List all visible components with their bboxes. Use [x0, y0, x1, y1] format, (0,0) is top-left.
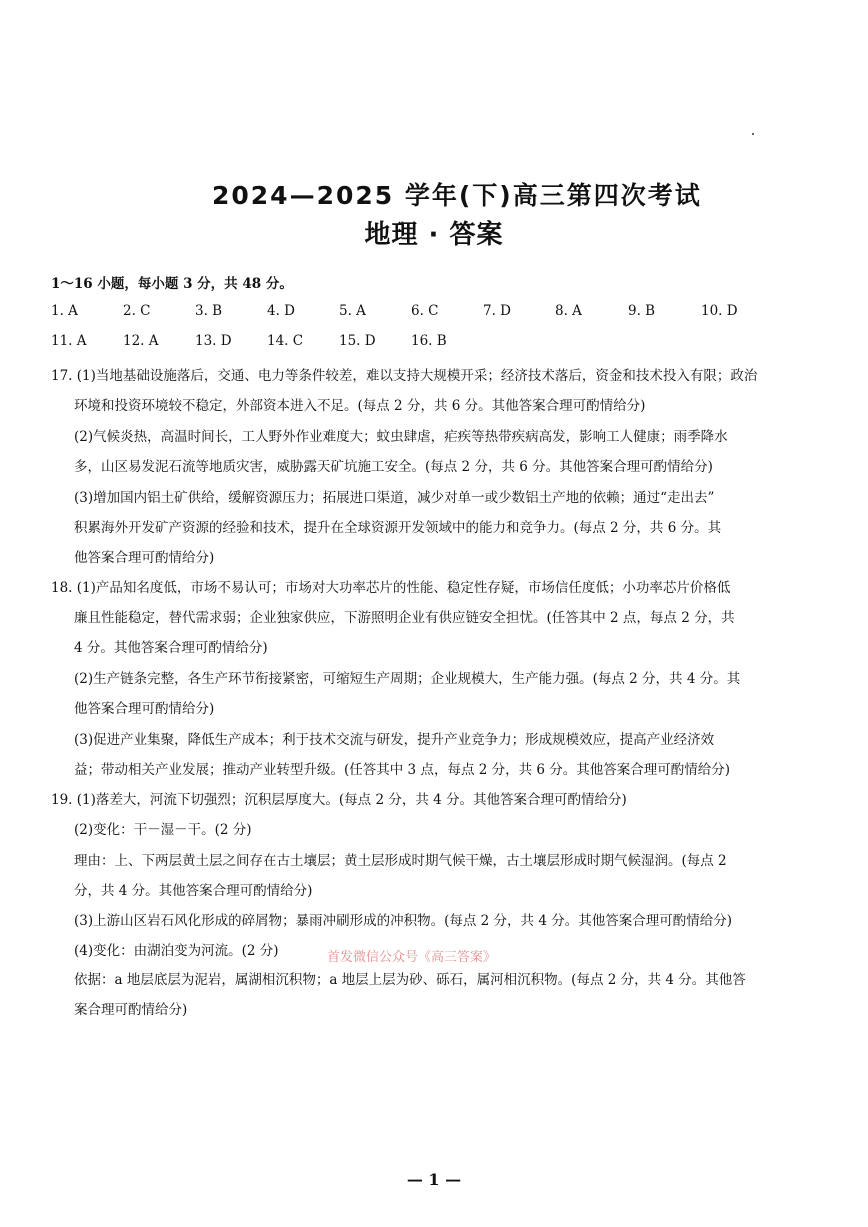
page-title: 地理 · 答案 [364, 220, 504, 250]
q19-part2-reason-line2: 分，共 4 分。其他答案合理可酌情给分) [74, 883, 313, 899]
mc-answer: 15. D [339, 333, 376, 349]
mc-answer: 12. A [123, 333, 159, 349]
q19-part2-change: (2)变化：干－湿－干。(2 分) [74, 822, 252, 838]
q17-part3-line3: 他答案合理可酌情给分) [74, 550, 215, 566]
mc-answer: 6. C [411, 303, 439, 319]
section-intro: 1～16 小题，每小题 3 分，共 48 分。 [51, 276, 293, 292]
mc-answer: 5. A [339, 303, 366, 319]
mc-answer: 4. D [267, 303, 295, 319]
q17-part1-line2: 环境和投资环境较不稳定，外部资本进入不足。(每点 2 分，共 6 分。其他答案合理可酌情给分) [74, 398, 646, 414]
mc-answer: 13. D [195, 333, 232, 349]
partial-exam-title [212, 170, 702, 210]
q18-part1-line3: 4 分。其他答案合理可酌情给分) [74, 640, 268, 656]
watermark: 首发微信公众号《高三答案》 [327, 950, 497, 965]
q17-part3-line1: (3)增加国内铝土矿供给，缓解资源压力；拓展进口渠道，减少对单一或少数铝土产地的依赖；通过“走出去” [74, 490, 715, 506]
mc-answer: 8. A [555, 303, 582, 319]
q18-part2-line2: 他答案合理可酌情给分) [74, 701, 215, 717]
partial-exam-title-text: 2024—2025 学年(下)高三第四次考试 [212, 181, 702, 210]
q18-part1-line2: 廉且性能稳定，替代需求弱；企业独家供应，下游照明企业有供应链安全担忧。(任答其中 2 点，每点 2 分，共 [74, 610, 735, 626]
q19-part4-basis-line1: 依据：a 地层底层为泥岩，属湖相沉积物；a 地层上层为砂、砾石，属河相沉积物。(每点 2 分，共 4 分。其他答 [74, 972, 746, 988]
q19-part1: 19. (1)落差大，河流下切强烈；沉积层厚度大。(每点 2 分，共 4 分。其他答案合理可酌情给分) [51, 792, 627, 808]
q19-part2-reason-line1: 理由：上、下两层黄土层之间存在古土壤层；黄土层形成时期气候干燥，古土壤层形成时期气候湿润。(每点 2 [74, 853, 727, 869]
mc-answer: 1. A [51, 303, 78, 319]
q18-part3-line2: 益；带动相关产业发展；推动产业转型升级。(任答其中 3 点，每点 2 分，共 6 分。其他答案合理可酌情给分) [74, 762, 731, 778]
q17-part1-line1: 17. (1)当地基础设施落后，交通、电力等条件较差，难以支持大规模开采；经济技术落后，资金和技术投入有限；政治 [51, 368, 758, 384]
mc-answer: 9. B [628, 303, 656, 319]
q17-part3-line2: 积累海外开发矿产资源的经验和技术，提升在全球资源开发领域中的能力和竞争力。(每点 2 分，共 6 分。其 [74, 520, 722, 536]
q18-part3-line1: (3)促进产业集聚，降低生产成本；利于技术交流与研发，提升产业竞争力；形成规模效应，提高产业经济效 [74, 732, 715, 748]
q18-part2-line1: (2)生产链条完整，各生产环节衔接紧密，可缩短生产周期；企业规模大，生产能力强。(每点 2 分，共 4 分。其 [74, 671, 741, 687]
mc-answer: 14. C [267, 333, 304, 349]
q18-part1-line1: 18. (1)产品知名度低，市场不易认可；市场对大功率芯片的性能、稳定性存疑，市场信任度低；小功率芯片价格低 [51, 580, 731, 596]
mc-answer: 3. B [195, 303, 223, 319]
mc-answer: 7. D [483, 303, 511, 319]
q19-part3: (3)上游山区岩石风化形成的碎屑物；暴雨冲刷形成的冲积物。(每点 2 分，共 4 分。其他答案合理可酌情给分) [74, 913, 732, 929]
q17-part2-line1: (2)气候炎热，高温时间长，工人野外作业难度大；蚊虫肆虐，疟疾等热带疾病高发，影响工人健康；雨季降水 [74, 429, 728, 445]
mc-answer: 16. B [411, 333, 447, 349]
mc-answer: 10. D [701, 303, 738, 319]
q19-part4-basis-line2: 案合理可酌情给分) [74, 1002, 188, 1018]
q17-part2-line2: 多，山区易发泥石流等地质灾害，威胁露天矿坑施工安全。(每点 2 分，共 6 分。其他答案合理可酌情给分) [74, 459, 713, 475]
page-number: — 1 — [406, 1170, 462, 1189]
mc-answer: 11. A [51, 333, 87, 349]
scan-speck [752, 133, 754, 135]
mc-answer: 2. C [123, 303, 151, 319]
q19-part4-change: (4)变化：由湖泊变为河流。(2 分) [74, 943, 279, 959]
